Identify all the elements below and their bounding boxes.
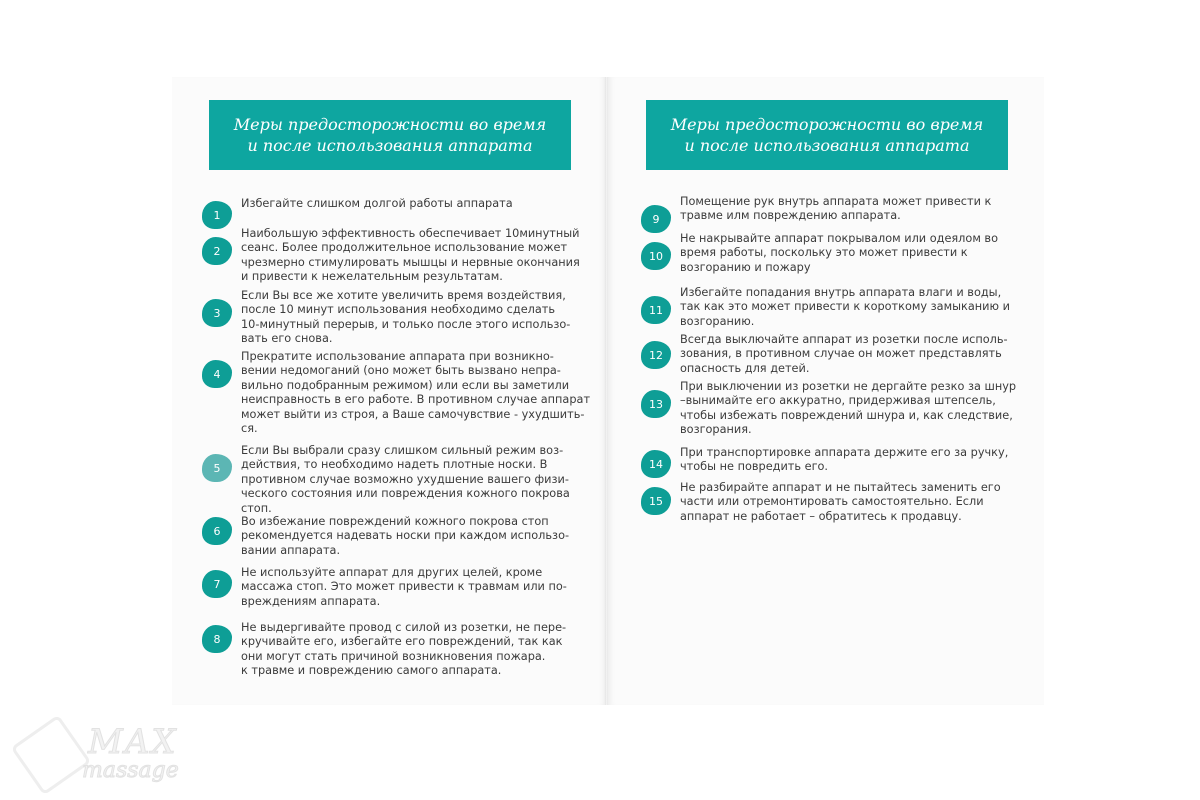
text-line: травме илм повреждению аппарата. bbox=[680, 209, 901, 223]
text-line: При выключении из розетки не дергайте резко за шнур bbox=[680, 380, 1017, 393]
text-line: и привести к нежелательным результатам. bbox=[241, 270, 503, 284]
precaution-text bbox=[241, 515, 569, 558]
text-line: Избегайте слишком долгой работы аппарата bbox=[241, 197, 513, 210]
text-line: противном случае возможно ухудшение вашего физи- bbox=[241, 472, 569, 486]
booklet-spread bbox=[172, 77, 1044, 705]
precaution-text bbox=[241, 621, 566, 679]
text-line: возгоранию. bbox=[680, 314, 755, 328]
max-massage-watermark bbox=[22, 720, 182, 790]
text-line: Помещение рук внутрь аппарата может привести к bbox=[680, 195, 992, 208]
item-number-badge: 8 bbox=[202, 625, 232, 653]
text-line: Всегда выключайте аппарат из розетки после исполь- bbox=[680, 333, 1008, 346]
text-line: чтобы не повредить его. bbox=[680, 460, 829, 474]
precaution-text bbox=[241, 350, 590, 436]
text-line: Наибольшую эффективность обеспечивает 10минутный bbox=[241, 227, 580, 240]
item-number-badge: 7 bbox=[202, 570, 232, 598]
text-line: вильно подобранным режимом) или если вы заметили bbox=[241, 378, 570, 392]
text-line: они могут стать причиной возникновения пожара. bbox=[241, 649, 546, 663]
precaution-text bbox=[241, 227, 580, 285]
text-line: 10-минутный перерыв, и только после этого использо- bbox=[241, 317, 571, 331]
item-number-badge: 12 bbox=[641, 341, 671, 369]
text-line: Не используйте аппарат для других целей, кроме bbox=[241, 566, 543, 579]
precaution-text bbox=[680, 232, 998, 275]
text-line: время работы, поскольку это может привести к bbox=[680, 246, 968, 260]
text-line: аппарат не работает – обратитесь к продавцу. bbox=[680, 509, 962, 523]
text-line: Если Вы все же хотите увеличить время воздействия, bbox=[241, 289, 566, 302]
text-line: действия, то необходимо надеть плотные носки. В bbox=[241, 458, 548, 472]
text-line: стоп. bbox=[241, 501, 272, 515]
text-line: вении недомоганий (оно может быть вызвано непра- bbox=[241, 364, 561, 378]
text-line: Если Вы выбрали сразу слишком сильный режим воз- bbox=[241, 444, 564, 457]
left-page-header-banner bbox=[209, 100, 571, 170]
text-line: возгоранию и пожару bbox=[680, 260, 811, 274]
watermark-logo-icon bbox=[11, 715, 92, 796]
text-line: ческого состояния или повреждения кожного покрова bbox=[241, 487, 570, 501]
right-page-header-banner bbox=[646, 100, 1008, 170]
text-line: зования, в противном случае он может представлять bbox=[680, 347, 1002, 361]
item-number-badge: 2 bbox=[202, 237, 232, 265]
item-number-badge: 11 bbox=[641, 296, 671, 324]
text-line: вреждениям аппарата. bbox=[241, 594, 381, 608]
precaution-text bbox=[680, 380, 1016, 438]
precaution-text bbox=[680, 286, 1010, 329]
item-number-badge: 13 bbox=[641, 390, 671, 418]
precaution-text bbox=[241, 444, 570, 516]
watermark-subtitle: massage bbox=[82, 758, 179, 783]
precaution-text bbox=[680, 446, 1008, 475]
text-line: Не выдергивайте провод с силой из розетки, не пере- bbox=[241, 621, 567, 634]
text-line: Избегайте попадания внутрь аппарата влаги и воды, bbox=[680, 286, 1002, 299]
text-line: после 10 минут использования необходимо сделать bbox=[241, 303, 556, 317]
text-line: Во избежание повреждений кожного покрова стоп bbox=[241, 515, 549, 528]
precaution-text bbox=[680, 481, 1001, 524]
text-line: Прекратите использование аппарата при возникно- bbox=[241, 350, 554, 363]
text-line: неисправность в его работе. В противном случае аппарат bbox=[241, 393, 591, 407]
item-number-badge: 14 bbox=[641, 450, 671, 478]
text-line: При транспортировке аппарата держите его за ручку, bbox=[680, 446, 1009, 459]
precaution-text bbox=[680, 195, 991, 224]
text-line: части или отремонтировать самостоятельно. Если bbox=[680, 495, 984, 509]
precaution-text bbox=[241, 289, 570, 347]
item-number-badge: 15 bbox=[641, 487, 671, 515]
text-line: рекомендуется надевать носки при каждом использо- bbox=[241, 529, 570, 543]
text-line: Не разбирайте аппарат и не пытайтесь заменить его bbox=[680, 481, 1001, 494]
right-page bbox=[608, 77, 1044, 705]
watermark-brand: MAX bbox=[88, 722, 178, 762]
item-number-badge: 3 bbox=[202, 299, 232, 327]
item-number-badge: 10 bbox=[641, 242, 671, 270]
precaution-text bbox=[680, 333, 1008, 376]
text-line: чтобы избежать повреждений шнура и, как следствие, bbox=[680, 408, 1013, 422]
header-line-2: и после использования аппарата bbox=[247, 136, 533, 155]
item-number-badge: 9 bbox=[641, 205, 671, 233]
item-number-badge: 6 bbox=[202, 517, 232, 545]
text-line: может выйти из строя, а Ваше самочувствие - ухудшить- bbox=[241, 407, 585, 421]
text-line: –вынимайте его аккуратно, придерживая штепсель, bbox=[680, 394, 996, 408]
header-line-1: Меры предосторожности во время bbox=[670, 115, 984, 134]
text-line: вать его снова. bbox=[241, 332, 333, 346]
text-line: кручивайте его, избегайте его повреждений, так как bbox=[241, 635, 563, 649]
header-line-2: и после использования аппарата bbox=[684, 136, 970, 155]
precaution-text bbox=[241, 566, 567, 609]
text-line: массажа стоп. Это может привести к травмам или по- bbox=[241, 580, 567, 594]
text-line: опасность для детей. bbox=[680, 361, 810, 375]
text-line: так как это может привести к короткому замыканию и bbox=[680, 300, 1010, 314]
text-line: сеанс. Более продолжительное использование может bbox=[241, 241, 568, 255]
item-number-badge: 5 bbox=[202, 454, 232, 482]
text-line: вании аппарата. bbox=[241, 543, 341, 557]
text-line: ся. bbox=[241, 422, 258, 436]
header-line-1: Меры предосторожности во время bbox=[233, 115, 547, 134]
item-number-badge: 4 bbox=[202, 360, 232, 388]
text-line: возгорания. bbox=[680, 423, 752, 437]
item-number-badge: 1 bbox=[202, 201, 232, 229]
precaution-text bbox=[241, 197, 513, 211]
text-line: к травме и повреждению самого аппарата. bbox=[241, 664, 502, 678]
left-page bbox=[172, 77, 606, 705]
text-line: чрезмерно стимулировать мышцы и нервные окончания bbox=[241, 255, 580, 269]
text-line: Не накрывайте аппарат покрывалом или одеялом во bbox=[680, 232, 999, 245]
